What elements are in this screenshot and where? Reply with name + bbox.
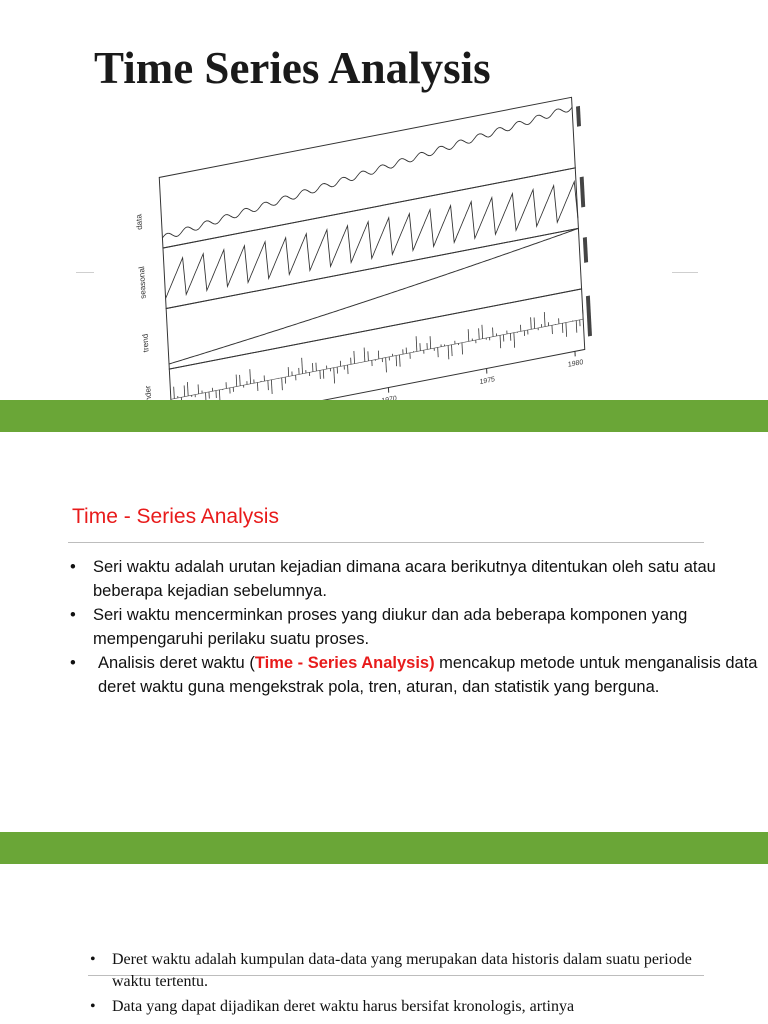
decomposition-figure xyxy=(94,96,672,406)
scale-bar-data xyxy=(576,106,581,127)
remainder-bar xyxy=(430,336,431,349)
bullet-text xyxy=(68,651,758,699)
remainder-bar xyxy=(268,380,269,390)
divider-band-1 xyxy=(0,400,768,432)
heading-underline xyxy=(68,542,704,543)
remainder-bar xyxy=(184,385,185,396)
remainder-bar xyxy=(479,328,480,339)
panel-label-trend: trend xyxy=(140,333,151,354)
remainder-bar xyxy=(534,317,535,328)
remainder-bar xyxy=(462,343,463,355)
remainder-bar xyxy=(448,345,449,359)
panel-seasonal-frame xyxy=(163,168,578,309)
remainder-bar xyxy=(364,348,365,362)
bullet-text: Data yang dapat dijadikan deret waktu harus bersifat kronologis, artinya xyxy=(112,998,575,1015)
bullet-item xyxy=(88,949,728,993)
remainder-bar xyxy=(240,375,241,386)
scale-bar-remainder xyxy=(586,295,592,336)
slide-1-title: Time Series Analysis xyxy=(94,43,491,93)
remainder-bar xyxy=(468,329,469,341)
scale-bar-trend xyxy=(583,237,588,263)
slide-edge-line-left xyxy=(76,272,94,273)
bullet-item xyxy=(68,603,758,651)
x-tick-1975: 1975 xyxy=(479,376,496,387)
remainder-bar xyxy=(400,355,401,367)
remainder-bar xyxy=(482,325,483,339)
bullet-dot: • xyxy=(70,606,76,624)
remainder-bar xyxy=(282,378,283,390)
bullet-dot: • xyxy=(90,951,96,968)
bullet-item xyxy=(68,555,758,603)
remainder-bar xyxy=(334,368,335,384)
seasonal-series-line xyxy=(164,181,578,298)
remainder-bar xyxy=(386,358,387,373)
slide-edge-line-right xyxy=(672,272,698,273)
remainder-bar xyxy=(354,351,355,364)
remainder-bar xyxy=(452,345,453,356)
bullet-dot: • xyxy=(90,998,96,1015)
remainder-bar xyxy=(531,317,532,329)
remainder-bar xyxy=(562,323,563,333)
bullet-text-suffix: mencakup metode untuk menganalisis data deret waktu guna mengekstrak pola, tren, aturan, dan statistik yang berguna. xyxy=(98,654,758,696)
panel-label-data: data xyxy=(134,213,145,231)
slide-1 xyxy=(0,0,768,400)
bullet-list-3 xyxy=(88,949,728,1021)
bullet-item xyxy=(68,651,758,699)
x-tick-1980: 1980 xyxy=(567,358,584,369)
remainder-bar xyxy=(250,369,251,384)
bullet-dot: • xyxy=(70,558,76,576)
bullet-dot: • xyxy=(70,654,76,672)
remainder-bar xyxy=(174,387,175,399)
bullet-text: Seri waktu adalah urutan kejadian dimana acara berikutnya ditentukan oleh satu atau beberapa kejadian sebelumnya. xyxy=(93,558,716,600)
panel-label-seasonal: seasonal xyxy=(137,265,148,300)
remainder-bar xyxy=(416,336,417,351)
remainder-bar xyxy=(396,356,397,367)
remainder-bar xyxy=(236,375,237,387)
bullet-item xyxy=(88,996,728,1018)
bullet-text-highlight: Time - Series Analysis) xyxy=(254,654,435,672)
remainder-bar xyxy=(271,380,272,394)
remainder-bar xyxy=(544,312,545,327)
slide-3 xyxy=(0,864,768,1024)
remainder-bar xyxy=(368,351,369,361)
bullet-text-prefix: Analisis deret waktu ( xyxy=(98,654,255,672)
remainder-bar xyxy=(514,333,515,348)
remainder-bar xyxy=(566,323,567,337)
remainder-bar xyxy=(302,358,303,374)
bullet-text: Deret waktu adalah kumpulan data-data yang merupakan data historis dalam suatu periode waktu tertentu. xyxy=(112,951,692,990)
remainder-bar xyxy=(576,321,577,333)
remainder-baseline xyxy=(171,319,583,399)
bullet-text: Seri waktu mencerminkan proses yang diukur dan ada beberapa komponen yang mempengaruhi perilaku suatu proses. xyxy=(93,606,688,648)
divider-band-2 xyxy=(0,832,768,864)
remainder-bar xyxy=(187,382,188,396)
bullet-list xyxy=(68,555,758,699)
slide-2 xyxy=(0,432,768,832)
remainder-bar xyxy=(438,347,439,357)
remainder-bar xyxy=(500,335,501,348)
slide-2-heading: Time - Series Analysis xyxy=(72,505,279,528)
data-series-line xyxy=(160,106,575,239)
scale-bar-seasonal xyxy=(580,176,586,207)
